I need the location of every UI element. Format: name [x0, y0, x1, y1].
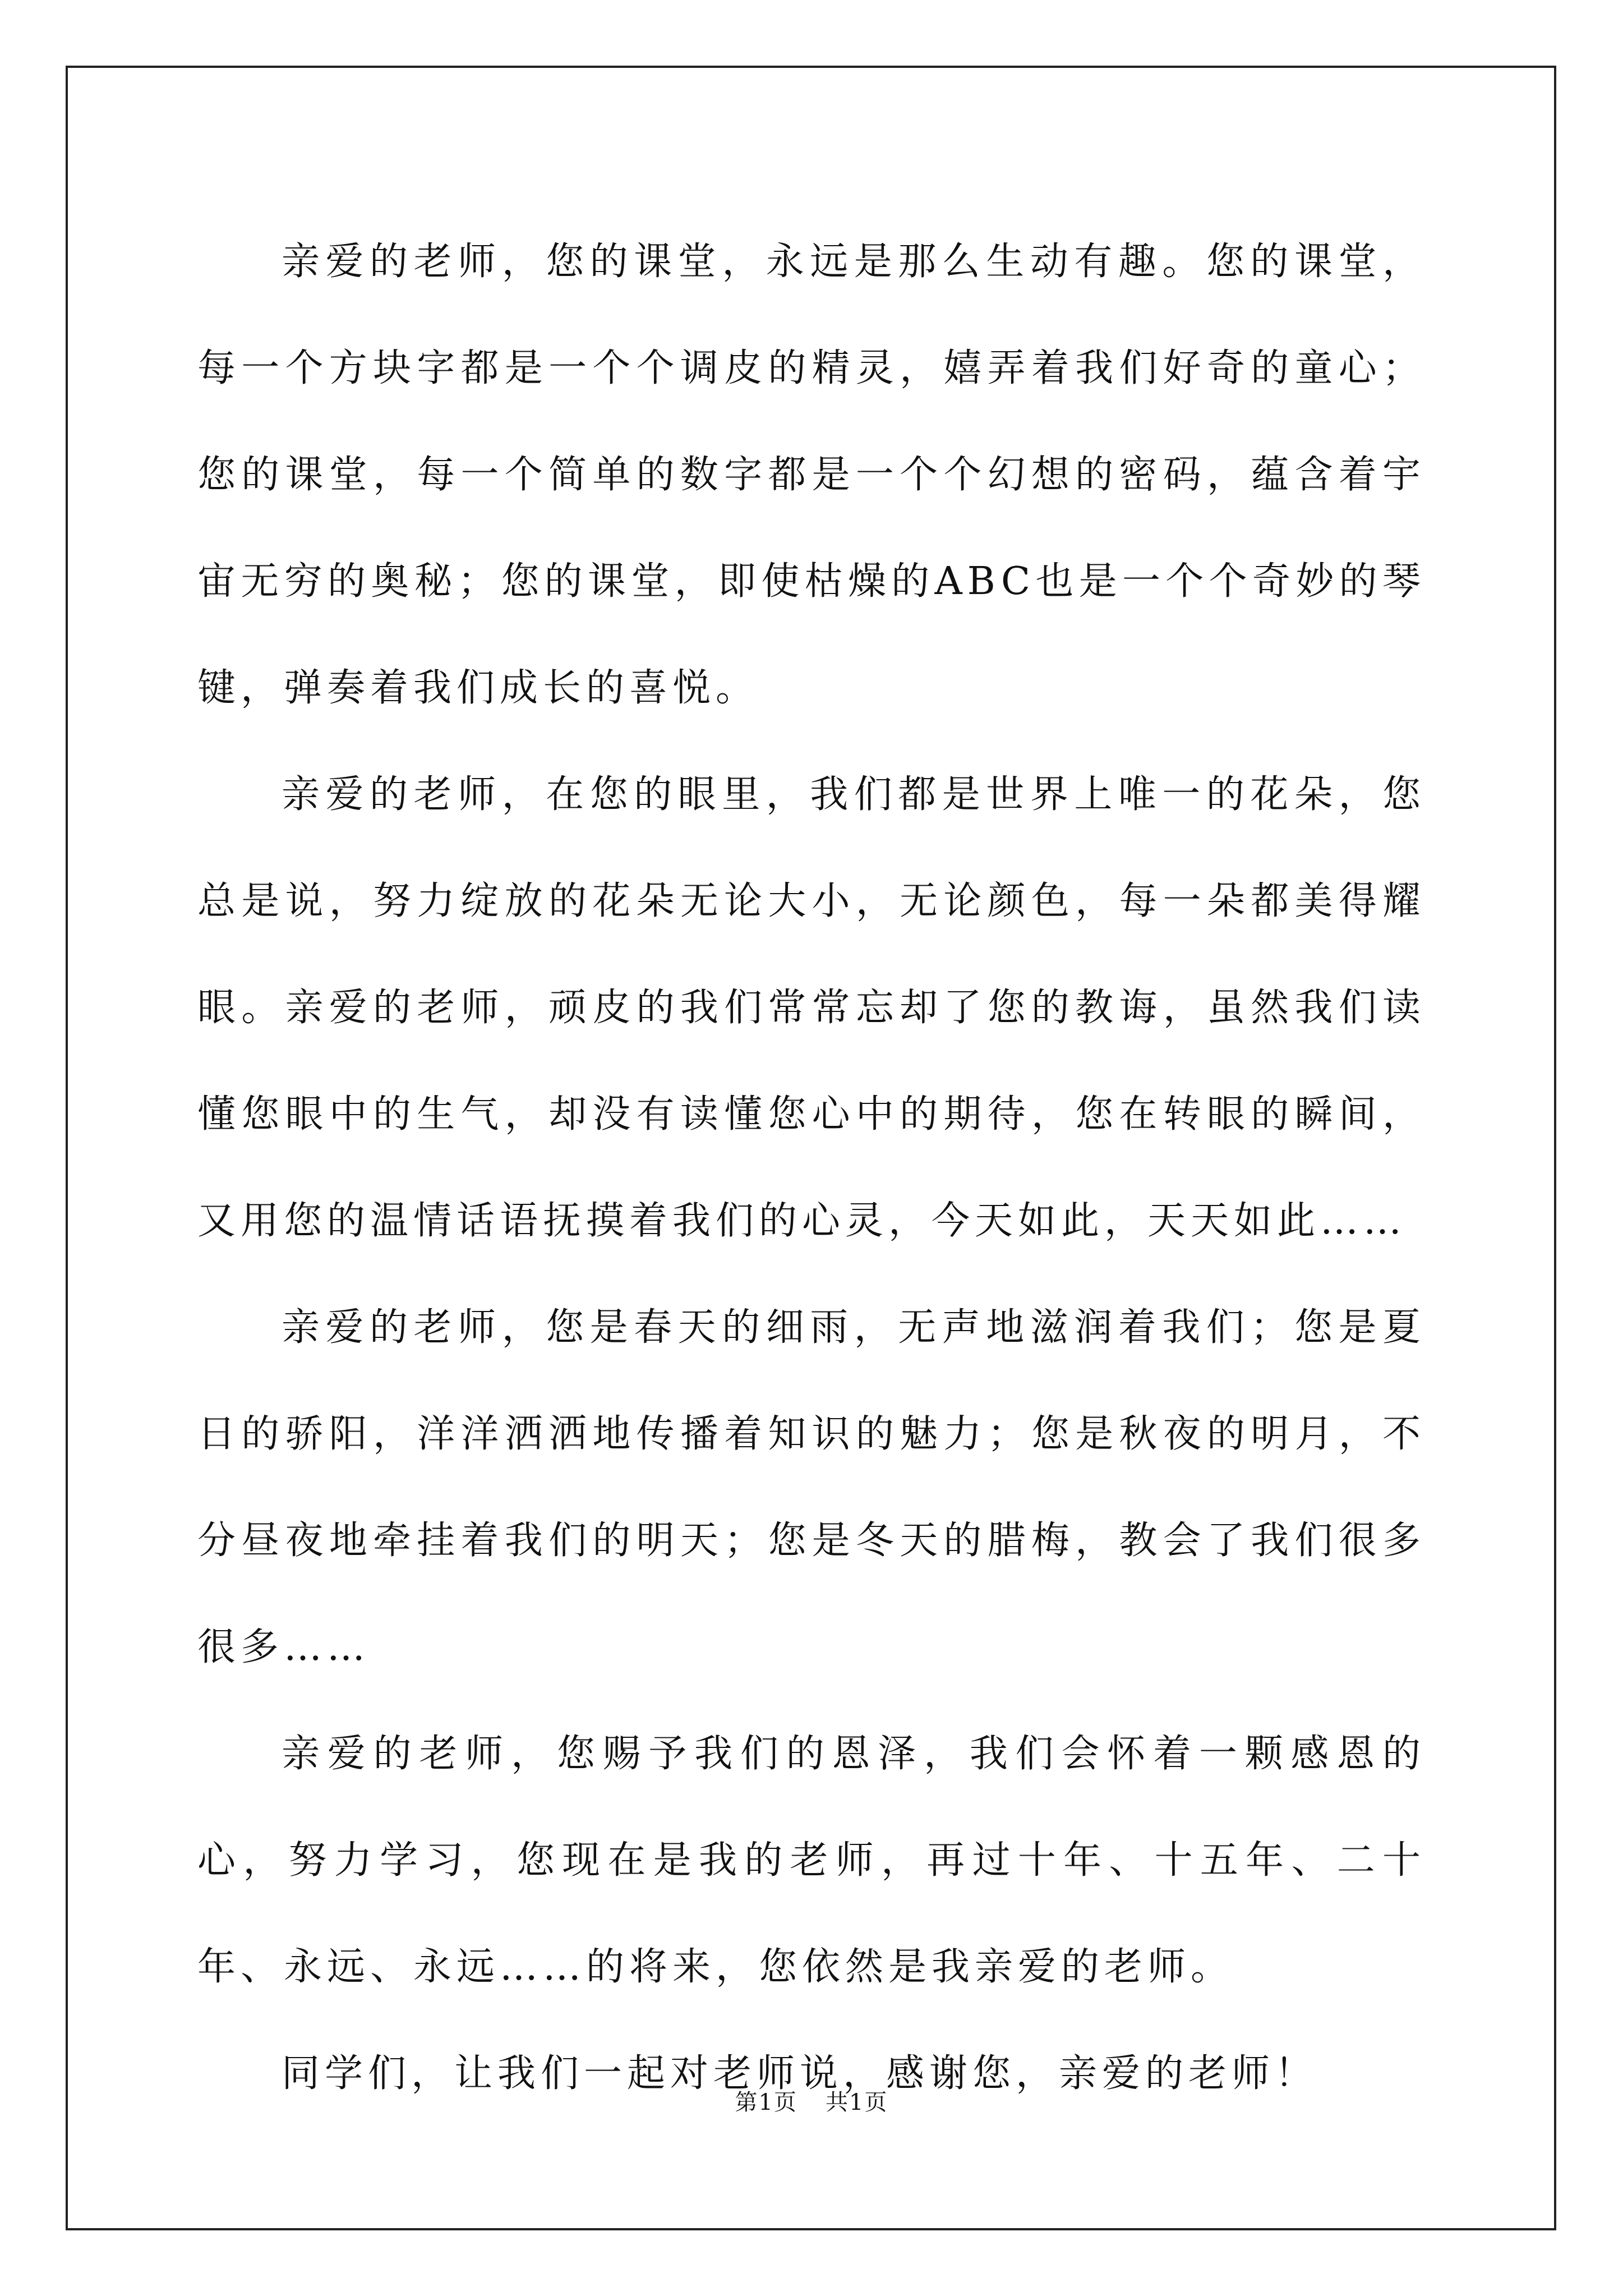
page-footer: [0, 2086, 1623, 2119]
document-body: [197, 209, 1426, 2127]
paragraph-5: 同学们，让我们一起对老师说，感谢您，亲爱的老师！: [282, 2051, 1318, 2096]
paragraph-1: 亲爱的老师，您的课堂，永远是那么生动有趣。您的课堂，每一个方块字都是一个个调皮的精灵，嬉弄着我们好奇的童心；您的课堂，每一个简单的数字都是一个个幻想的密码，蕴含着宇宙无穷的奥秘；您的课堂，即使枯燥的ABC也是一个个奇妙的琴键，弹奏着我们成长的喜悦。: [197, 240, 1426, 710]
page-number: 第1页: [735, 2090, 797, 2115]
paragraph-2: 亲爱的老师，在您的眼里，我们都是世界上唯一的花朵，您总是说，努力绽放的花朵无论大小，无论颜色，每一朵都美得耀眼。亲爱的老师，顽皮的我们常常忘却了您的教诲，虽然我们读懂您眼中的生气，却没有读懂您心中的期待，您在转眼的瞬间，又用您的温情话语抚摸着我们的心灵，今天如此，天天如此……: [197, 772, 1426, 1243]
page-total: 共1页: [826, 2090, 888, 2115]
paragraph-4: 亲爱的老师，您赐予我们的恩泽，我们会怀着一颗感恩的心，努力学习，您现在是我的老师，再过十年、十五年、二十年、永远、永远……的将来，您依然是我亲爱的老师。: [197, 1732, 1426, 1989]
paragraph-3: 亲爱的老师，您是春天的细雨，无声地滋润着我们；您是夏日的骄阳，洋洋洒洒地传播着知识的魅力；您是秋夜的明月，不分昼夜地牵挂着我们的明天；您是冬天的腊梅，教会了我们很多很多……: [197, 1305, 1426, 1669]
